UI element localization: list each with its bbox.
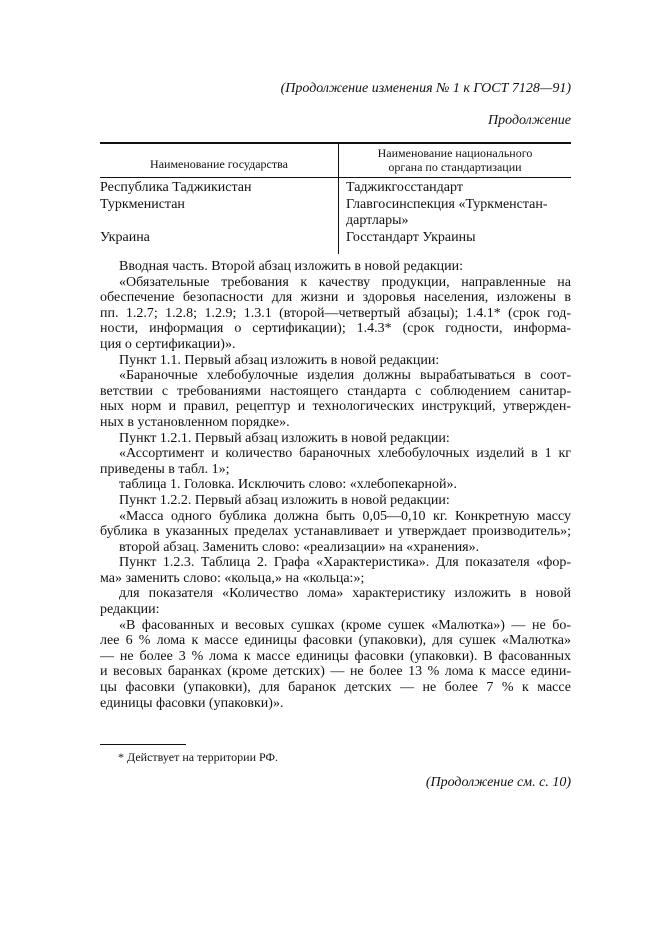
text-line: редакции: <box>100 602 160 618</box>
cell-body: Главгосинспекция «Туркменстан- <box>346 196 548 212</box>
text-line: Пункт 1.2.3. Таблица 2. Графа «Характеристика». Для показателя «фор- <box>119 555 571 571</box>
text-line: «Масса одного бублика должна быть 0,05—0,10 кг. Конкретную массу <box>119 508 571 524</box>
cell-state: Туркменистан <box>100 196 185 212</box>
text-line: ных норм и правил, рецептур и технологических инструкций, утвержден- <box>100 399 571 415</box>
continuation-footer: (Продолжение см. с. 10) <box>425 775 571 790</box>
column-header-state: Наименование государства <box>150 157 288 171</box>
text-line: пп. 1.2.7; 1.2.8; 1.2.9; 1.3.1 (второй—четвертый абзацы); 1.4.1* (срок год- <box>100 305 571 321</box>
text-line: ция о сертификации)». <box>100 336 236 352</box>
footnote-rule <box>100 744 186 745</box>
cell-body: Таджикгосстандарт <box>346 180 463 195</box>
column-header-line: органа по стандартизации <box>388 160 522 174</box>
text-line: «Бараночные хлебобулочные изделия должны вырабатываться в соот- <box>119 368 571 384</box>
text-line: бублика в указанных пределах устанавливает и утверждает производитель»; <box>100 524 571 540</box>
text-line: цы фасовки (упаковки), для баранок детских — не более 7 % к массе <box>100 680 571 696</box>
cell-body: дартлары» <box>346 213 409 228</box>
text-line: «В фасованных и весовых сушках (кроме сушек «Малютка») — не бо- <box>119 617 571 633</box>
text-line: «Ассортимент и количество бараночных хлебобулочных изделий в 1 кг <box>119 446 571 462</box>
footnote: * Действует на территории РФ. <box>118 750 278 764</box>
text-line: Пункт 1.2.1. Первый абзац изложить в новой редакции: <box>119 430 450 446</box>
running-header: (Продолжение изменения № 1 к ГОСТ 7128—91) <box>280 81 571 96</box>
text-line: обеспечение безопасности для жизни и здоровья населения, изложены в <box>100 290 571 306</box>
amendment-text <box>100 259 571 711</box>
table-header-rule <box>100 177 571 178</box>
cell-state: Республика Таджикистан <box>100 180 252 195</box>
text-line: Пункт 1.1. Первый абзац изложить в новой редакции: <box>119 352 440 368</box>
table-top-rule <box>100 142 571 144</box>
continuation-label: Продолжение <box>488 113 571 128</box>
text-line: ветствии с требованиями настоящего стандарта с соблюдением санитар- <box>100 383 571 399</box>
text-line: Вводная часть. Второй абзац изложить в новой редакции: <box>119 259 463 274</box>
column-header-line: Наименование национального <box>377 146 533 160</box>
text-line: Пункт 1.2.2. Первый абзац изложить в новой редакции: <box>119 492 450 508</box>
text-line: второй абзац. Заменить слово: «реализации» на «хранения». <box>119 539 480 555</box>
text-line: — не более 3 % лома к массе единицы фасовки (упаковки). В фасованных <box>100 648 571 664</box>
text-line: ных в установленном порядке». <box>100 414 290 430</box>
standards-bodies-table <box>100 142 571 254</box>
table-row <box>346 180 548 246</box>
text-line: единицы фасовки (упаковки)». <box>100 695 284 711</box>
cell-body: Госстандарт Украины <box>346 229 476 245</box>
column-header-body <box>339 146 571 174</box>
cell-state: Украина <box>100 229 150 245</box>
text-line: лее 6 % лома к массе единицы фасовки (упаковки), для сушек «Малютка» <box>100 633 571 649</box>
text-line: таблица 1. Головка. Исключить слово: «хлебопекарной». <box>119 477 458 493</box>
text-line: ма» заменить слово: «кольца,» на «кольца:»; <box>100 570 365 586</box>
text-line: для показателя «Количество лома» характеристику изложить в новой <box>119 586 571 602</box>
text-line: и весовых баранках (кроме детских) — не более 13 % лома к массе едини- <box>100 664 571 680</box>
text-line: «Обязательные требования к качеству продукции, направленные на <box>119 274 571 290</box>
table-row <box>100 180 251 246</box>
text-line: приведены в табл. 1»; <box>100 461 230 477</box>
text-line: ности, информация о сертификации); 1.4.3* (срок годности, информа- <box>100 321 571 337</box>
